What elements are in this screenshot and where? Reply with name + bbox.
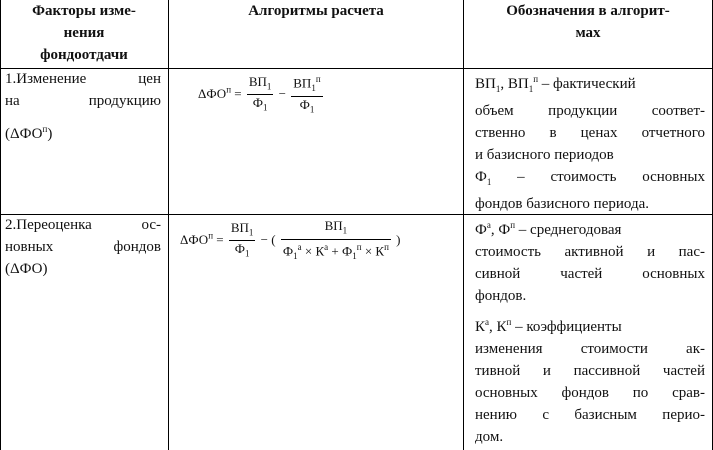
row1-factor: 1.Изменение цен на продукцию $(\Delta ФО^п)$ [5, 71, 161, 142]
row2-fraction-1: $\frac{ВП_1}{Ф_1}$ [230, 219, 254, 259]
header-algorithms: Алгоритмы расчета [248, 3, 384, 19]
row2-description: $Ф^а$, $Ф^п$ – среднегодовая стоимость активной и пас- сивной частей основных фондов. $К^а$, $К^п$ – коэффициенты изменения стоимости ак- тивной и пассивной частей основных фондов по срав- нению с базисным перио- дом. [475, 220, 705, 445]
row2-factor: 2.Переоценка ос- новных фондов (ΔФО) [5, 217, 161, 277]
header-notation: Обозначения в алгорит- мах [506, 3, 670, 41]
row1-fraction-2: $\frac{ВП_1^п}{Ф_1}$ [293, 74, 321, 115]
row2-formula: $\Delta ФО^п$ = $\frac{ВП_1}{Ф_1}$ − ( $\frac{ВП_1}{Ф_1^а \times К^а + Ф_1^п \times К^п}$ ) [180, 218, 401, 264]
row1-description: $ВП_1$, $ВП_1^п$ – фактический объем продукции соответ- ственно в ценах отчетного и базисного периодов $Ф_1$ – стоимость основных фондов базисного периода. [475, 74, 705, 212]
header-factors: Факторы изме- нения фондоотдачи [32, 3, 136, 63]
row1-fraction-1: $\frac{ВП_1}{Ф_1}$ [248, 73, 272, 113]
row1-formula: $\Delta ФО^п$ = $\frac{ВП_1}{Ф_1}$ − $\frac{ВП_1^п}{Ф_1}$ [198, 72, 325, 118]
row2-fraction-2: $\frac{ВП_1}{Ф_1^а \times К^а + Ф_1^п \times К^п}$ [282, 218, 389, 261]
